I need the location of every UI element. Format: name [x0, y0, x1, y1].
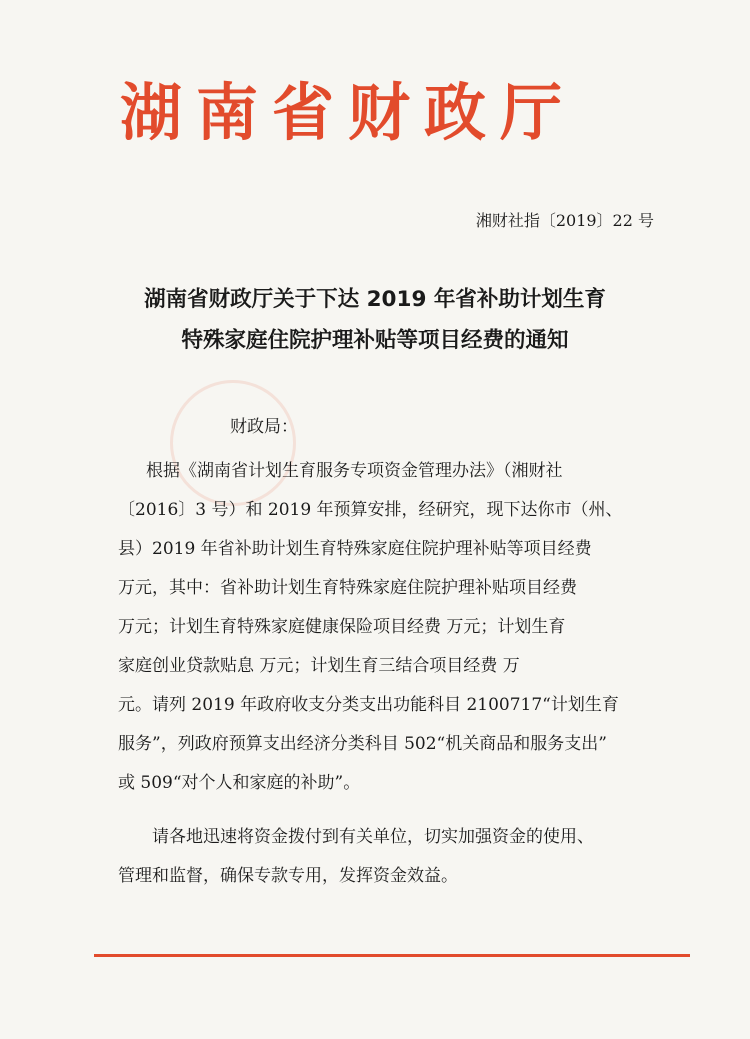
footer-red-rule	[94, 954, 690, 957]
body-line: 元。请列 2019 年政府收支分类支出功能科目 2100717“计划生育	[118, 695, 619, 715]
body-line: 县）2019 年省补助计划生育特殊家庭住院护理补贴等项目经费	[118, 539, 592, 559]
body-line: 或 509“对个人和家庭的补助”。	[118, 773, 361, 793]
faded-seal-mark	[170, 380, 296, 506]
body-line: 根据《湖南省计划生育服务专项资金管理办法》（湘财社	[146, 461, 563, 481]
body-line: 家庭创业贷款贴息 万元；计划生育三结合项目经费 万	[118, 656, 520, 676]
document-title-line-2: 特殊家庭住院护理补贴等项目经费的通知	[181, 328, 569, 353]
document-title-line-1: 湖南省财政厅关于下达 2019 年省补助计划生育	[144, 287, 606, 312]
closing-line: 请各地迅速将资金拨付到有关单位，切实加强资金的使用、	[152, 827, 594, 847]
body-line: 服务”，列政府预算支出经济分类科目 502“机关商品和服务支出”	[118, 734, 607, 754]
document-number: 湘财社指〔2019〕22 号	[475, 211, 654, 230]
salutation: 财政局：	[230, 417, 298, 437]
letterhead: 湖南省财政厅	[120, 76, 577, 149]
closing-line: 管理和监督，确保专款专用，发挥资金效益。	[118, 866, 458, 886]
body-line: 万元；计划生育特殊家庭健康保险项目经费 万元；计划生育	[118, 617, 566, 637]
body-line: 万元，其中：省补助计划生育特殊家庭住院护理补贴项目经费	[118, 578, 577, 598]
body-line: 〔2016〕3 号）和 2019 年预算安排，经研究，现下达你市（州、	[118, 500, 623, 520]
